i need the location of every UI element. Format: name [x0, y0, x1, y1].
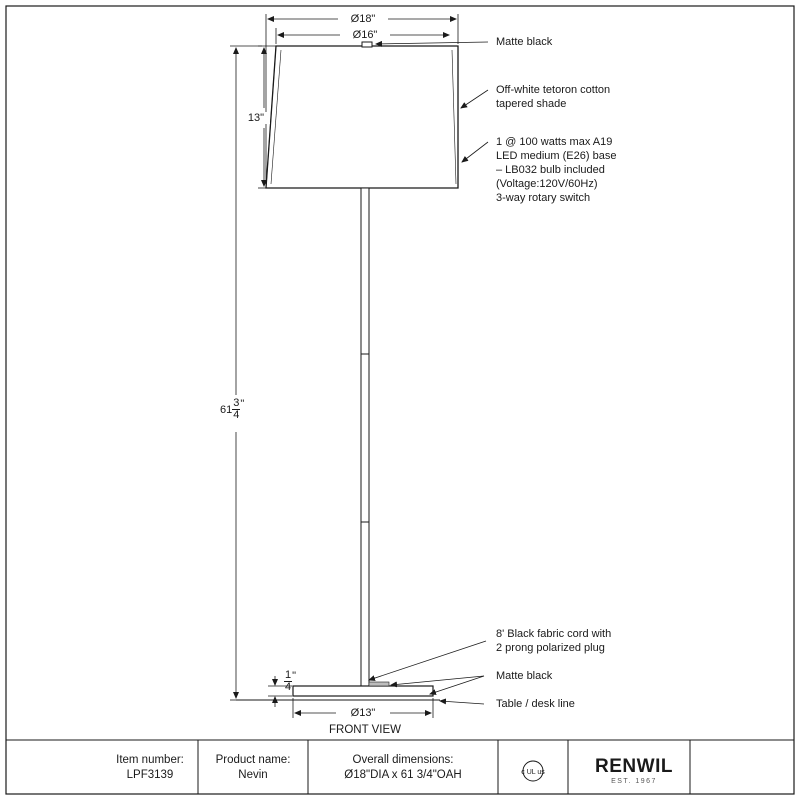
lamp-shade [266, 46, 458, 188]
dim-label-overall-height [220, 398, 244, 421]
overall-height-fraction: $\frac{3}{4}$ [233, 397, 240, 421]
dim-label-shade-bottom: Ø18" [350, 13, 376, 25]
footer-item-number [102, 742, 198, 794]
overall-dimensions-value: Ø18"DIA x 61 3/4"OAH [344, 769, 462, 781]
brand-tagline: EST. 1967 [611, 778, 657, 785]
callout-bulb: 1 @ 100 watts max A19 LED medium (E26) base – LB032 bulb included (Voltage:120V/60Hz) 3-way rotary switch [496, 136, 617, 204]
dim-label-shade-top: Ø16" [352, 29, 378, 41]
lamp-pole [361, 188, 369, 686]
dim-label-base-diameter: Ø13" [350, 707, 376, 719]
callout-cord: 8' Black fabric cord with 2 prong polarized plug [496, 628, 612, 654]
callout-base-finish: Matte black [496, 670, 553, 682]
item-number-label: Item number: [116, 754, 184, 766]
finial [362, 42, 372, 47]
overall-height-whole: 61 [220, 403, 233, 416]
callout-shade: Off-white tetoron cotton tapered shade [496, 84, 611, 110]
dim-label-shade-height: 13" [242, 112, 270, 124]
dim-overall-height [230, 46, 262, 700]
dim-label-base-height [284, 670, 296, 693]
base-height-fraction: $\frac{1}{4}$ [285, 669, 292, 693]
footer-overall-dimensions [308, 742, 498, 794]
overall-height-inch: " [240, 398, 245, 410]
item-number-value: LPF3139 [126, 769, 174, 781]
brand-logo: RENWIL [595, 756, 673, 777]
view-label: FRONT VIEW [329, 724, 401, 736]
overall-dimensions-label: Overall dimensions: [352, 754, 454, 766]
base-height-inch: " [292, 670, 297, 682]
product-name-value: Nevin [238, 769, 268, 781]
callout-finial: Matte black [496, 36, 553, 48]
cert-mark-text: c UL us [521, 769, 545, 776]
product-name-label: Product name: [215, 754, 291, 766]
footer-product-name [198, 742, 308, 794]
callout-table-line: Table / desk line [496, 698, 575, 710]
